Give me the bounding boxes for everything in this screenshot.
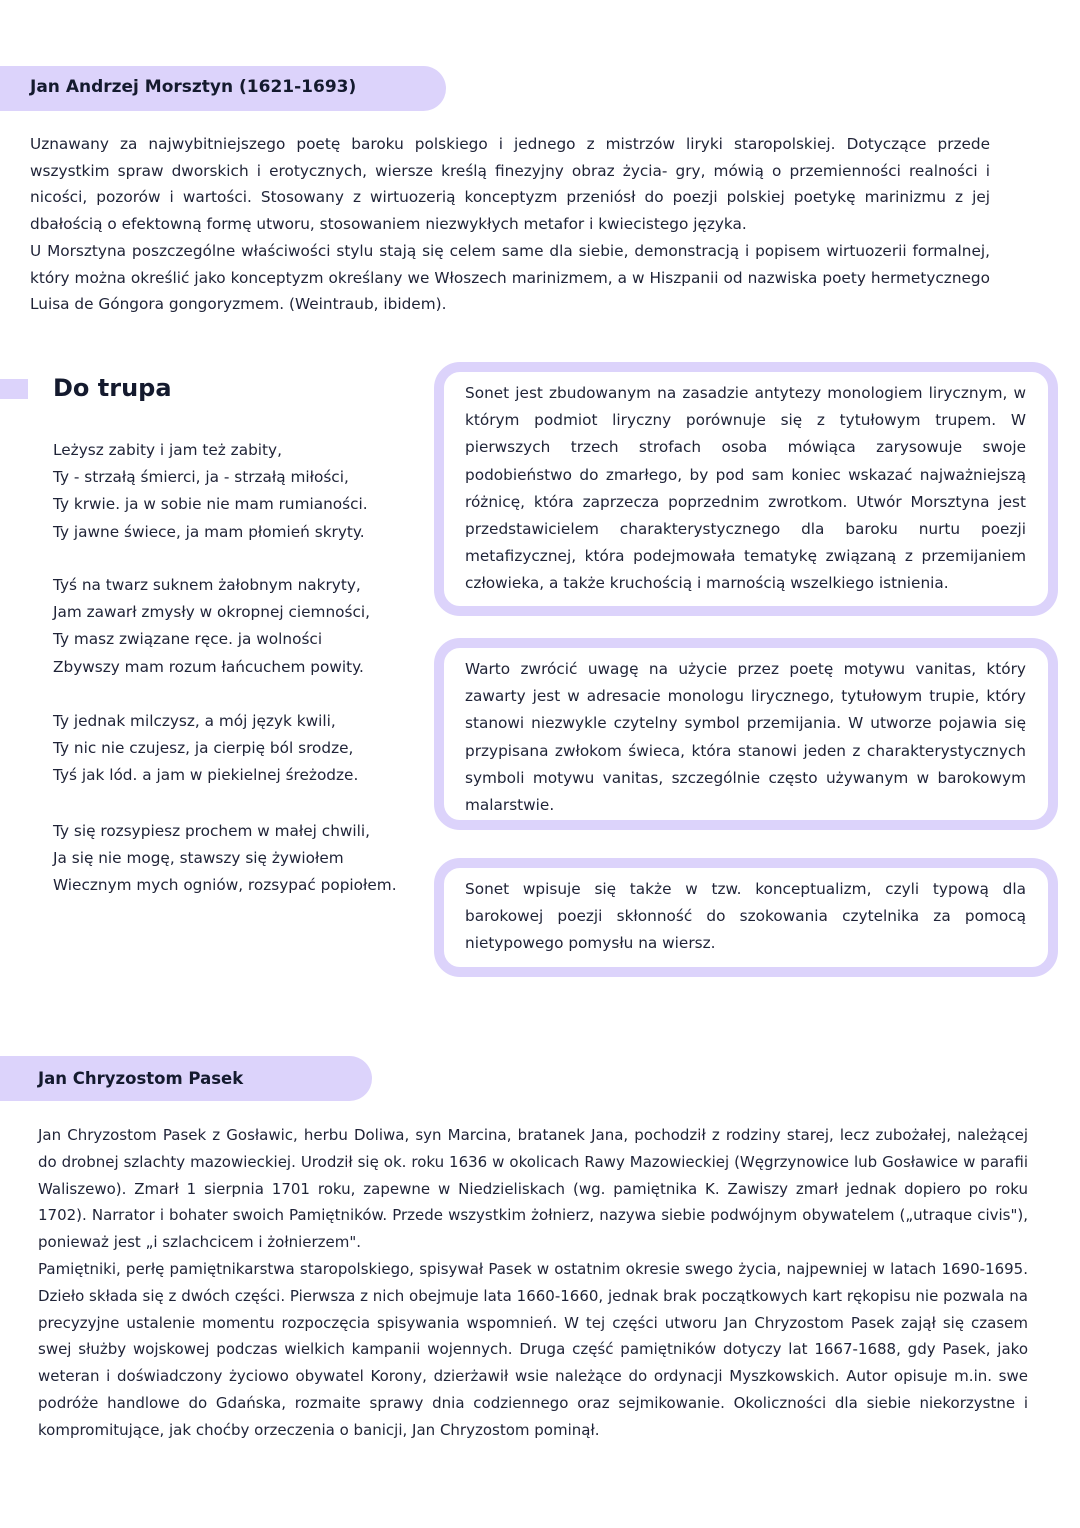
section-heading-text: Jan Chryzostom Pasek — [38, 1069, 244, 1088]
poem-line: Tyś jak lód. a jam w piekielnej śreżodze. — [53, 766, 359, 785]
poem-line: Ty jednak milczysz, a mój język kwili, — [53, 712, 336, 730]
poem-line: Zbywszy mam rozum łańcuchem powity. — [53, 657, 364, 676]
poem-line: Ty się rozsypiesz prochem w małej chwili, — [53, 822, 371, 840]
poem-line: Tyś na twarz suknem żałobnym nakryty, — [53, 576, 361, 594]
poem-line: Ty masz związane ręce. ja wolności — [53, 630, 323, 649]
section-heading-text: Jan Andrzej Morsztyn (1621-1693) — [30, 77, 357, 97]
section-heading-pasek — [0, 1056, 372, 1101]
section-heading-morsztyn — [0, 66, 446, 111]
poem-line: Ty jawne świece, ja mam płomień skryty. — [53, 522, 365, 541]
poem-line: Ty - strzałą śmierci, ja - strzałą miłości, — [53, 468, 349, 487]
morsztyn-bio-paragraph-2: U Morsztyna poszczególne właściwości stylu stają się celem same dla siebie, demonstracją i popisem wirtuozerii formalnej, który można określić jako konceptyzm określany we Włoszech marinizmem, a w Hiszpanii od nazwiska poety hermetycznego Luisa de Góngora gongoryzmem. (Weintraub, ibidem). — [30, 242, 990, 314]
pasek-paragraph-1: Jan Chryzostom Pasek z Gosławic, herbu Doliwa, syn Marcina, bratanek Jana, pochodził z rodziny starej, lecz zubożałej, należącej do drobnej szlachty mazowieckiej. Urodził się ok. roku 1636 w okolicach Rawy Mazowieckiej (Węgrzynowice lub Gosławice w parafii Waliszewo). Zmarł 1 sierpnia 1701 roku, zapewne w Niedzieliskach (wg. pamiętnika K. Zawiszy zmarł jednak dopiero po roku 1702). Narrator i bohater swoich Pamiętników. Przede wszystkim żołnierz, nazywa siebie podwójnym obywatelem („utraque civis"), ponieważ jest „i szlachcicem i żołnierzem". — [38, 1126, 1028, 1252]
analysis-note-conceptualism — [434, 858, 1058, 977]
poem-line: Jam zawarł zmysły w okropnej ciemności, — [53, 603, 370, 622]
analysis-note-vanitas — [434, 638, 1058, 830]
pasek-paragraph-2: Pamiętniki, perłę pamiętnikarstwa staropolskiego, spisywał Pasek w ostatnim okresie swego życia, najpewniej w latach 1690-1695. Dzieło składa się z dwóch części. Pierwsza z nich obejmuje lata 1660-1660, jednak brak początkowych kart rękopisu nie pozwala na precyzyjne ustalenie momentu rozpoczęcia spisywania wspomnień. W tej części utworu Jan Chryzostom Pasek zajął się czasem swej służby wojskowej podczas wielkich kampanii wojennych. Druga część pamiętników dotyczy lat 1667-1688, gdy Pasek, jako weteran i doświadczony życiowo obywatel Korony, dzierżawił wsie należące do ordynacji Myszkowskich. Autor opisuje m.in. swe podróże handlowe do Gdańska, rozmaite sprawy dnia codziennego oraz sejmikowanie. Okoliczności dla siebie niekorzystne i kompromitujące, jak choćby orzeczenia o banicji, Jan Chryzostom pominął. — [38, 1260, 1028, 1439]
poem-line: Ja się nie mogę, stawszy się żywiołem — [53, 849, 344, 868]
poem-line: Leżysz zabity i jam też zabity, — [53, 441, 282, 459]
note-text: Sonet jest zbudowanym na zasadzie antytezy monologiem lirycznym, w którym podmiot liryczny porównuje się z tytułowym trupem. W pierwszych trzech strofach osoba mówiąca zarysowuje swoje podobieństwo do zmarłego, by pod sam koniec wskazać najważniejszą różnicę, która zaprzecza poprzednim zwrotkom. Utwór Morsztyna jest przedstawicielem charakterystycznego dla baroku nurtu poezji metafizycznej, która podejmowała tematykę związaną z przemijaniem człowieka, a także kruchością i marnością wszelkiego istnienia. — [465, 384, 1026, 593]
note-text: Sonet wpisuje się także w tzw. konceptualizm, czyli typową dla barokowej poezji skłonność do szokowania czytelnika za pomocą nietypowego pomysłu na wiersz. — [465, 880, 1026, 953]
poem-stanza-1 — [53, 437, 433, 546]
poem-stanza-4 — [53, 818, 433, 900]
poem-marker — [0, 379, 28, 399]
poem-line: Ty nic nie czujesz, ja cierpię ból srodze, — [53, 739, 354, 758]
poem-line: Ty krwie. ja w sobie nie mam rumianości. — [53, 495, 368, 514]
analysis-note-antithesis — [434, 362, 1058, 616]
poem-stanza-2 — [53, 572, 433, 681]
poem-line: Wiecznym mych ogniów, rozsypać popiołem. — [53, 876, 397, 895]
morsztyn-bio-paragraph-1: Uznawany za najwybitniejszego poetę baroku polskiego i jednego z mistrzów liryki staropolskiej. Dotyczące przede wszystkim spraw dworskich i erotycznych, wiersze kreślą finezyjny obraz życia- gry, mówią o przemienności realności i nicości, pozorów i wartości. Stosowany z wirtuozerią konceptyzm przeniósł do poezji polskiej poetykę marinizmu z jej dbałością o efektowną formę utworu, stosowaniem niezwykłych metafor i kwiecistego języka. — [30, 135, 990, 233]
poem-title: Do trupa — [53, 374, 172, 402]
note-text: Warto zwrócić uwagę na użycie przez poetę motywu vanitas, który zawarty jest w adresacie monologu lirycznego, tytułowym trupie, który stanowi niezwykle czytelny symbol przemijania. W utworze pojawia się przypisana zwłokom świeca, która stanowi jeden z charakterystycznych symboli motywu vanitas, szczególnie często używanym w barokowym malarstwie. — [465, 660, 1026, 815]
poem-stanza-3 — [53, 708, 433, 790]
